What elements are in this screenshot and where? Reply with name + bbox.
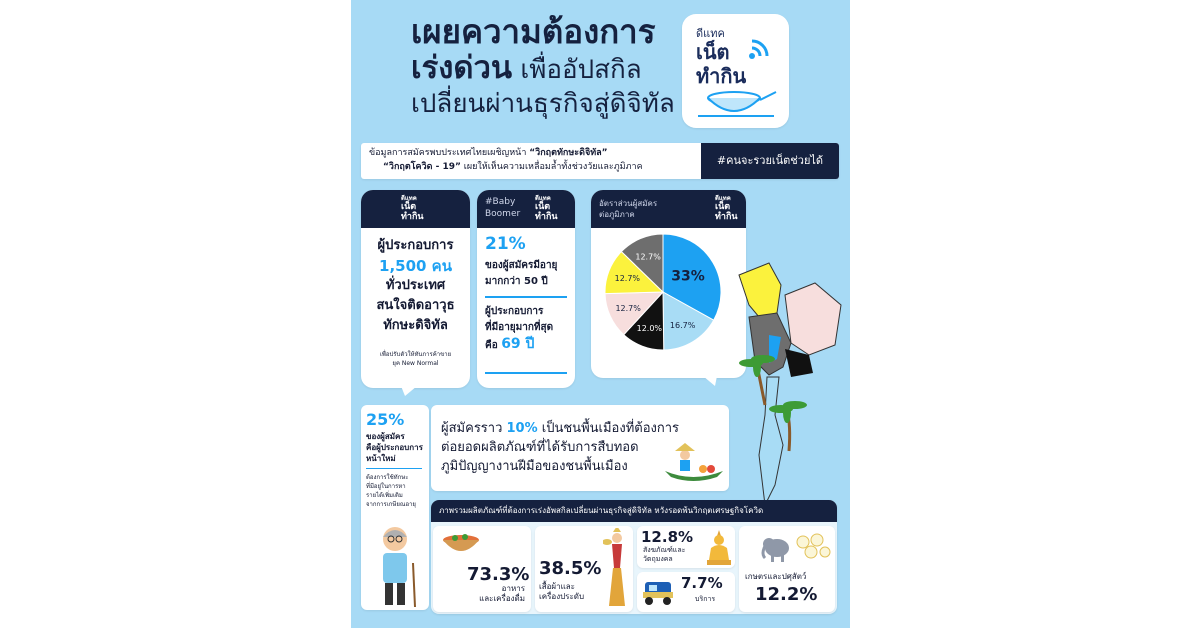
wifi-icon bbox=[748, 38, 770, 60]
logo-net-text: เน็ต bbox=[696, 40, 730, 64]
info-digital-crisis: “วิกฤตทักษะดิจิทัล” bbox=[529, 148, 608, 158]
mini-logo: ดีแทค เน็ต ทำกิน bbox=[401, 195, 424, 222]
entrepreneurs-count: 1,500 คน bbox=[379, 257, 452, 275]
divider bbox=[485, 372, 567, 374]
products-overview-panel bbox=[431, 500, 837, 614]
card-baby-boomer bbox=[477, 190, 575, 388]
speech-tail bbox=[401, 386, 417, 396]
digital-skill-label: ทักษะดิจิทัล bbox=[383, 318, 448, 333]
nationwide-label: ทั่วประเทศ bbox=[385, 278, 446, 293]
boat-vendor-icon bbox=[663, 443, 725, 483]
agriculture-pct: 12.2% bbox=[755, 584, 818, 605]
divider bbox=[485, 296, 567, 298]
pie-slice-label: 12.0% bbox=[636, 323, 663, 333]
elderly-person-icon bbox=[371, 523, 421, 609]
food-label: อาหาร และเครื่องดื่ม bbox=[479, 584, 525, 603]
headline-line-3: เปลี่ยนผ่านธุรกิจสู่ดิจิทัล bbox=[411, 89, 675, 119]
hashtag-badge: #คนจะรวยเน็ตช่วยได้ bbox=[701, 143, 839, 179]
infographic-poster bbox=[351, 0, 850, 628]
tuk-tuk-icon bbox=[641, 580, 675, 606]
logo-card bbox=[682, 14, 789, 128]
pie-slice-label: 33% bbox=[671, 268, 705, 285]
card-region-ratio bbox=[591, 190, 746, 378]
baby-boomer-header bbox=[477, 190, 575, 228]
pie-slice-label: 12.7% bbox=[614, 274, 641, 284]
indigenous-text: ผู้สมัครราว 10% เป็นชนพื้นเมืองที่ต้องการ ต่อยอดผลิตภัณฑ์ที่ได้รับการสืบทอด ภูมิปัญญางานฝีมือของชนพื้นเมือง bbox=[441, 421, 680, 474]
logo-small-text: ดีแทค bbox=[696, 27, 725, 40]
amulets-label: สังฆภัณฑ์และ วัตถุมงคล bbox=[643, 546, 686, 563]
product-food bbox=[433, 526, 531, 612]
mini-logo: ดีแทค เน็ต ทำกิน bbox=[715, 195, 738, 222]
product-services bbox=[637, 572, 735, 612]
indigenous-pct: 10% bbox=[506, 421, 538, 436]
headline-upskill: เพื่ออัปสกิล bbox=[512, 55, 642, 85]
entrepreneurs-label: ผู้ประกอบการ bbox=[377, 238, 454, 253]
elephant-flower-icon bbox=[761, 530, 831, 564]
oldest-desc: ผู้ประกอบการ ที่มีอายุมากที่สุด คือ 69 ปี bbox=[485, 306, 554, 352]
baby-boomer-desc: ของผู้สมัครมีอายุ มากกว่า 50 ปี bbox=[485, 260, 558, 287]
card-entrepreneurs-body bbox=[361, 236, 470, 336]
mini-logo: ดีแทค เน็ต ทำกิน bbox=[535, 195, 558, 222]
region-ratio-title: อัตราส่วนผู้สมัคร ต่อภูมิภาค bbox=[599, 199, 658, 219]
interest-label: สนใจติดอาวุธ bbox=[376, 298, 455, 313]
agriculture-label: เกษตรและปศุสัตว์ bbox=[745, 572, 807, 581]
services-pct: 7.7% bbox=[681, 574, 723, 592]
thailand-map-illustration bbox=[729, 255, 847, 517]
food-pct: 73.3% bbox=[467, 564, 530, 585]
product-amulets bbox=[637, 526, 735, 568]
headline-line-1: เผยความต้องการ bbox=[411, 12, 656, 51]
baby-boomer-tag: #Baby Boomer bbox=[485, 197, 521, 219]
card-entrepreneurs-note: เพื่อปรับตัวให้ทันการค้าขาย ยุค New Normal bbox=[379, 351, 452, 367]
food-bowl-icon bbox=[437, 530, 485, 560]
pie-slice-label: 12.7% bbox=[615, 303, 641, 313]
headline-urgent: เร่งด่วน bbox=[411, 50, 513, 86]
card-entrepreneurs bbox=[361, 190, 470, 388]
amulets-pct: 12.8% bbox=[641, 528, 694, 546]
products-overview-title: ภาพรวมผลิตภัณฑ์ที่ต้องการเร่งอัพสกิลเปลี่ยนผ่านธุรกิจสู่ดิจิทัล หวังรอดพ้นวิกฤตเศรษฐกิจโควิด bbox=[431, 500, 837, 522]
buddha-icon bbox=[705, 530, 733, 566]
info-line-2 bbox=[383, 161, 643, 174]
region-pie-chart bbox=[601, 232, 729, 352]
divider bbox=[366, 468, 422, 469]
new-entrepreneurs-desc: ของผู้สมัคร คือผู้ประกอบการ หน้าใหม่ bbox=[366, 432, 423, 463]
card-entrepreneurs-header bbox=[361, 190, 470, 228]
clothing-pct: 38.5% bbox=[539, 558, 602, 579]
product-clothing bbox=[535, 526, 633, 612]
pie-slice-label: 12.7% bbox=[635, 252, 661, 262]
baby-boomer-pct: 21% bbox=[485, 234, 526, 254]
card-new-entrepreneurs bbox=[361, 405, 429, 610]
headline-line-2 bbox=[411, 50, 642, 88]
new-entrepreneurs-note: ต้องการใช้ทักษะ ที่มีอยู่ในการหา รายได้เพิ่มเติม จากการเกษียณอายุ bbox=[366, 474, 416, 508]
info-line-1-text: ข้อมูลการสมัครพบประเทศไทยเผชิญหน้า bbox=[369, 148, 530, 158]
card-indigenous bbox=[431, 405, 729, 491]
new-entrepreneurs-pct: 25% bbox=[366, 410, 405, 429]
oldest-age: 69 ปี bbox=[501, 336, 535, 352]
info-covid-crisis: “วิกฤตโควิด - 19” bbox=[383, 162, 461, 172]
pie-slice-label: 16.7% bbox=[669, 320, 696, 330]
bowl-icon bbox=[694, 88, 778, 122]
logo-tamkin-text: ทำกิน bbox=[696, 64, 747, 88]
speech-tail bbox=[703, 376, 717, 386]
info-line-2-text: เผยให้เห็นความเหลื่อมล้ำทั้งช่วงวัยและภูมิภาค bbox=[460, 162, 643, 172]
services-label: บริการ bbox=[695, 595, 716, 603]
info-bar bbox=[361, 143, 839, 179]
product-agriculture bbox=[739, 526, 835, 612]
clothing-label: เสื้อผ้าและ เครื่องประดับ bbox=[539, 582, 585, 601]
dancer-icon bbox=[603, 528, 631, 610]
region-ratio-header bbox=[591, 190, 746, 228]
info-line-1 bbox=[369, 147, 699, 160]
